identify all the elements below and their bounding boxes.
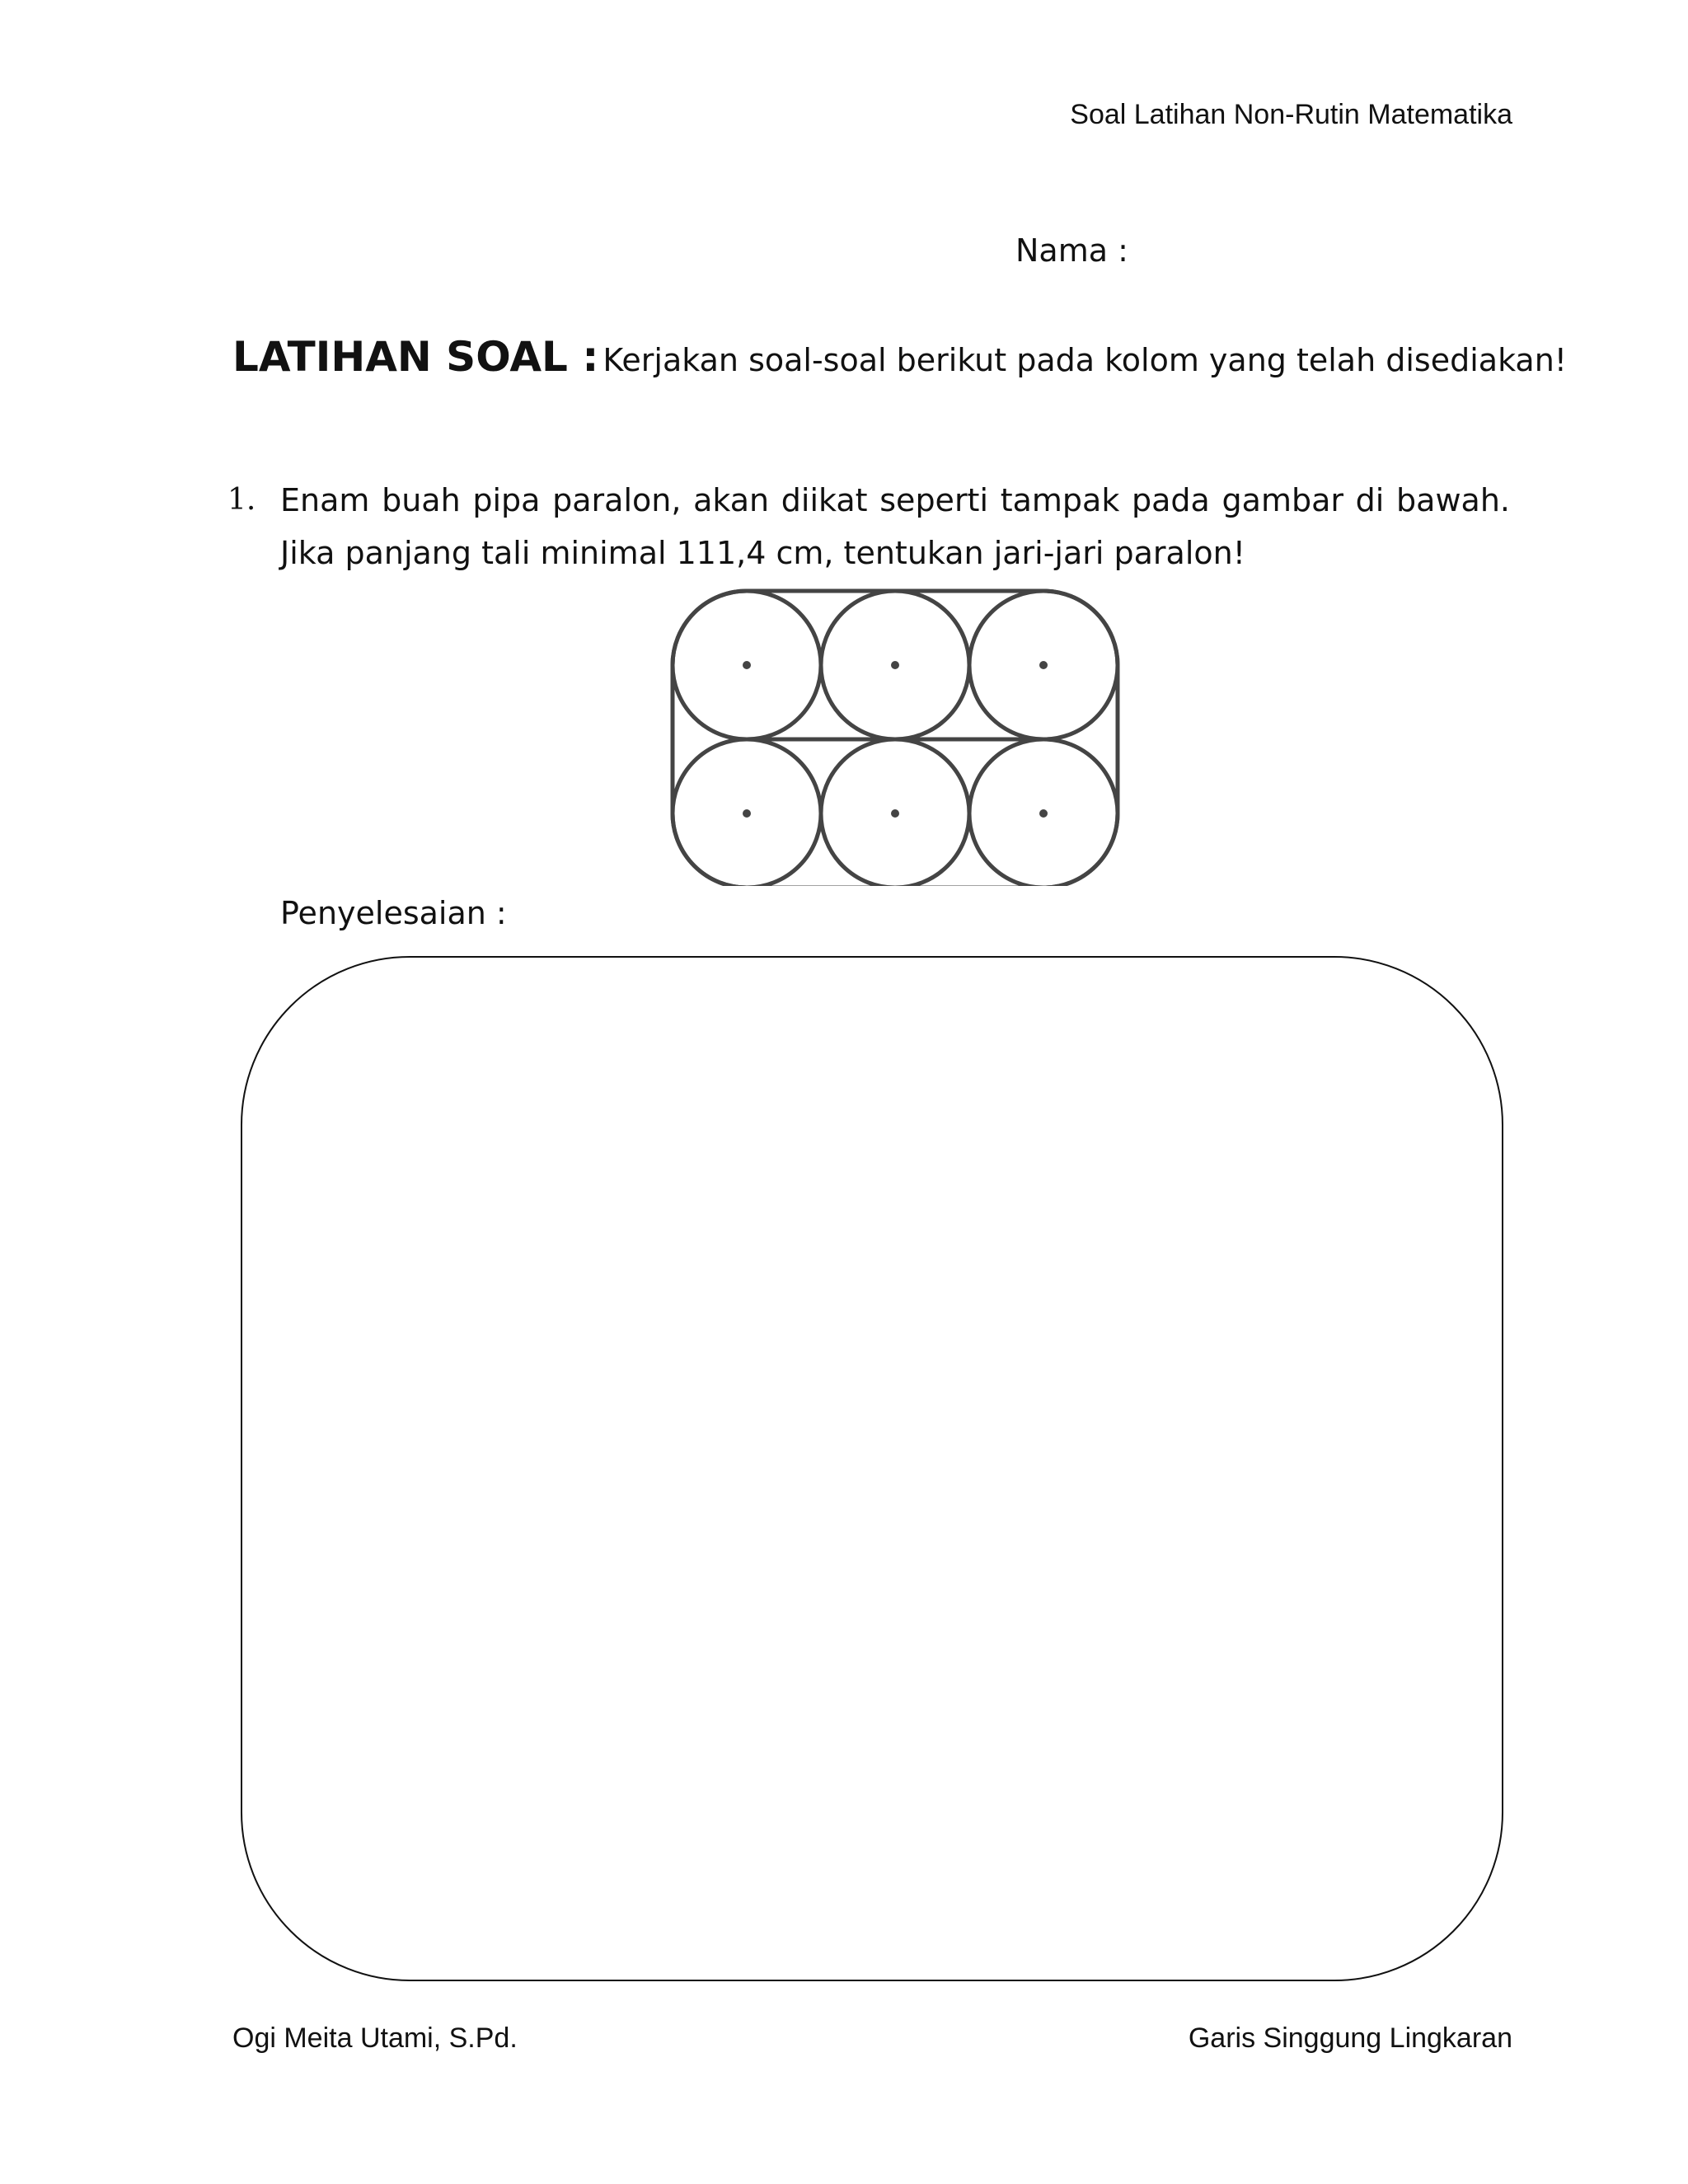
section-title: LATIHAN SOAL : (232, 333, 599, 381)
pipe-bundle-figure (669, 588, 1132, 889)
pipe-center-dot (1039, 809, 1048, 818)
pipe-bundle-diagram (669, 588, 1132, 886)
question-text: Enam buah pipa paralon, akan diikat seperti tampak pada gambar di bawah. Jika panjang tali minimal 111,4 cm, tentukan jari-jari paralon! (280, 482, 1510, 571)
solution-label: Penyelesaian : (280, 895, 507, 931)
pipe-center-dot (891, 661, 899, 669)
pipe-center-dot (891, 809, 899, 818)
name-field-label: Nama : (1015, 232, 1128, 269)
pipe-center-dot (743, 809, 751, 818)
pipe-center-dot (1039, 661, 1048, 669)
question-number: 1. (227, 483, 256, 517)
section-instruction: Kerjakan soal-soal berikut pada kolom yang telah disediakan! (603, 342, 1568, 378)
running-header: Soal Latihan Non-Rutin Matematika (1070, 99, 1512, 130)
footer-author: Ogi Meita Utami, S.Pd. (232, 2022, 518, 2054)
footer-topic: Garis Singgung Lingkaran (1188, 2022, 1512, 2054)
pipe-center-dot (743, 661, 751, 669)
section-heading (232, 333, 1567, 381)
question-1 (227, 474, 1510, 579)
answer-box[interactable] (241, 956, 1503, 1981)
